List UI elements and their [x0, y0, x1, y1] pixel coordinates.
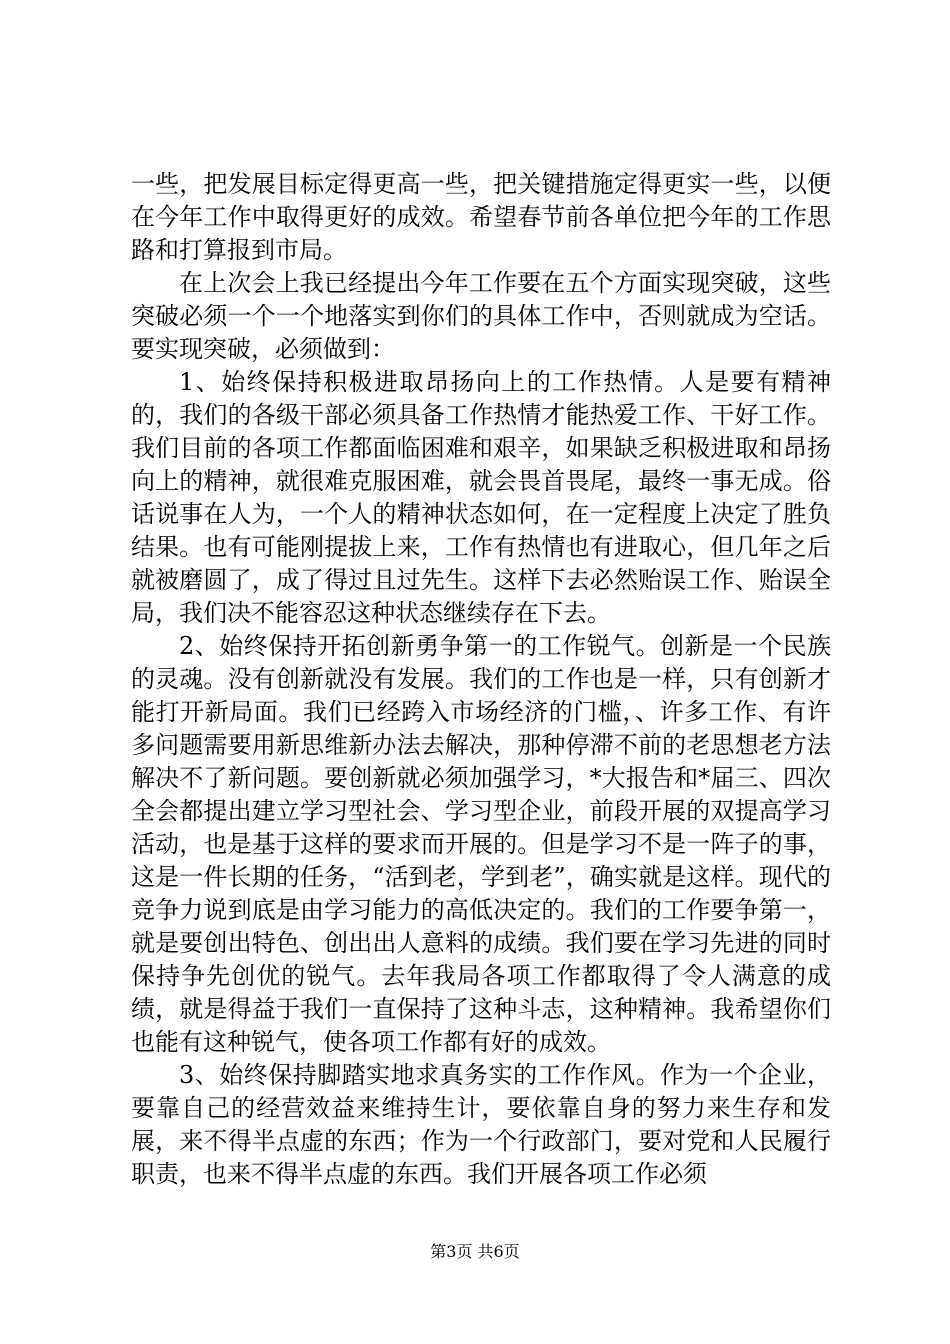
- document-body: [131, 168, 831, 1191]
- paragraph-point-1: 1、始终保持积极进取昂扬向上的工作热情。人是要有精神的，我们的各级干部必须具备工作热情才能热爱工作、干好工作。我们目前的各项工作都面临困难和艰辛，如果缺乏积极进取和昂扬向上的精神，就很难克服困难，就会畏首畏尾，最终一事无成。俗话说事在人为，一个人的精神状态如何，在一定程度上决定了胜负结果。也有可能刚提拔上来，工作有热情也有进取心，但几年之后就被磨圆了，成了得过且过先生。这样下去必然贻误工作、贻误全局，我们决不能容忍这种状态继续存在下去。: [131, 368, 831, 627]
- paragraph-intro: 在上次会上我已经提出今年工作要在五个方面实现突破，这些突破必须一个一个地落实到你们的具体工作中，否则就成为空话。要实现突破，必须做到：: [131, 269, 831, 363]
- paragraph-point-3: 3、始终保持脚踏实地求真务实的工作作风。作为一个企业，要靠自己的经营效益来维持生计，要依靠自身的努力来生存和发展，来不得半点虚的东西；作为一个行政部门，要对党和人民履行职责，也来不得半点虚的东西。我们开展各项工作必须: [131, 1061, 831, 1188]
- page-number-footer: 第3页 共6页: [430, 1242, 520, 1261]
- paragraph-point-2: 2、始终保持开拓创新勇争第一的工作锐气。创新是一个民族的灵魂。没有创新就没有发展。我们的工作也是一样，只有创新才能打开新局面。我们已经跨入市场经济的门槛，、许多工作、有许多问题需要用新思维新办法去解决，那种停滞不前的老思想老方法解决不了新问题。要创新就必须加强学习，*大报告和*届三、四次全会都提出建立学习型社会、学习型企业，前段开展的双提高学习活动，也是基于这样的要求而开展的。但是学习不是一阵子的事，这是一件长期的任务，“活到老，学到老”，确实就是这样。现代的竞争力说到底是由学习能力的高低决定的。我们的工作要争第一，就是要创出特色、创出出人意料的成绩。我们要在学习先进的同时保持争先创优的锐气。去年我局各项工作都取得了令人满意的成绩，就是得益于我们一直保持了这种斗志，这种精神。我希望你们也能有这种锐气，使各项工作都有好的成效。: [131, 632, 831, 1056]
- paragraph-continuation: 一些，把发展目标定得更高一些，把关键措施定得更实一些，以便在今年工作中取得更好的成效。希望春节前各单位把今年的工作思路和打算报到市局。: [131, 170, 831, 264]
